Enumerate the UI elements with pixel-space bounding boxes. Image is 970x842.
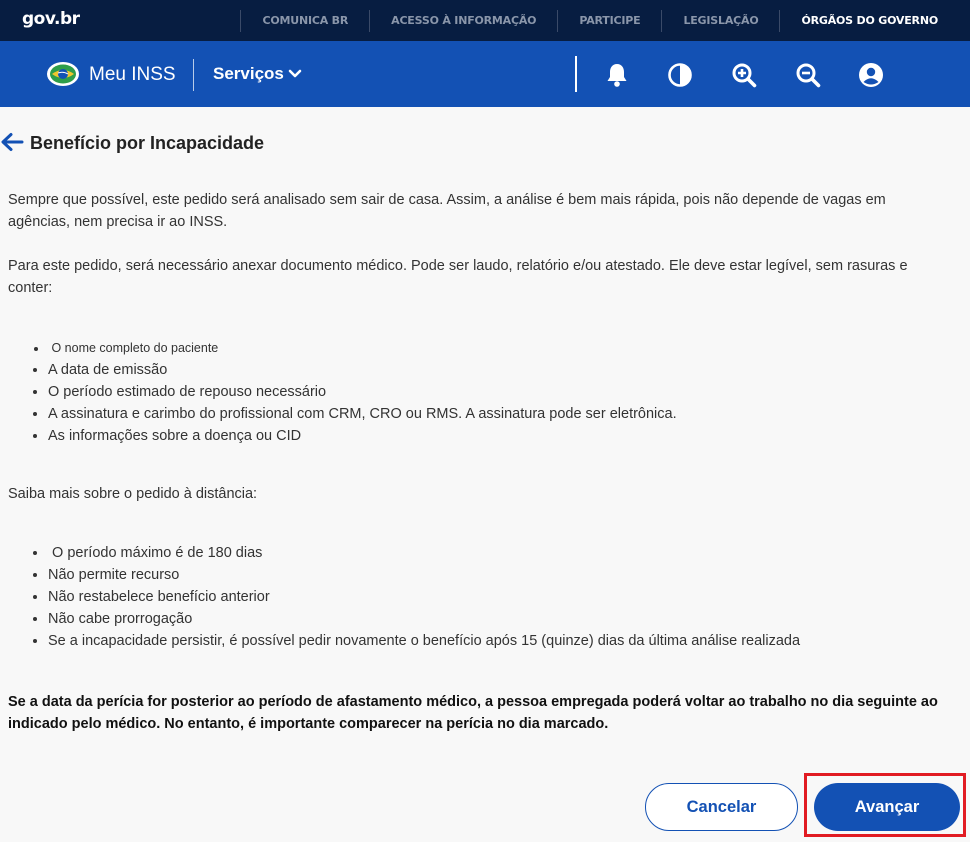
header-divider-actions [575, 56, 577, 92]
remote-items-list [8, 542, 800, 652]
topnav-link-legislacao[interactable]: LEGISLAÇÃO [661, 10, 779, 32]
gov-topbar [0, 0, 970, 41]
govbr-logo[interactable]: gov.br [22, 9, 80, 29]
list-item: • A assinatura e carimbo do profissional com CRM, CRO ou RMS. A assinatura pode ser eletrônica. [48, 403, 677, 425]
inss-logo-icon[interactable] [46, 61, 80, 87]
list-item: • O período estimado de repouso necessário [48, 381, 677, 403]
topnav-link-comunica[interactable]: COMUNICA BR [240, 10, 369, 32]
zoom-out-icon[interactable] [794, 61, 822, 89]
arrow-left-icon[interactable] [0, 132, 24, 152]
topnav-link-acesso-informacao[interactable]: ACESSO À INFORMAÇÃO [369, 10, 557, 32]
remote-heading: Saiba mais sobre o pedido à distância: [8, 486, 258, 502]
app-title[interactable]: Meu INSS [89, 64, 176, 85]
services-menu-label: Serviços [213, 64, 284, 83]
contrast-icon[interactable] [666, 61, 694, 89]
document-requirements-text: Para este pedido, será necessário anexar documento médico. Pode ser laudo, relatório e/ou atestado. Ele deve estar legível, sem rasuras e conter: [8, 258, 908, 296]
header-divider [193, 59, 194, 91]
document-items-list [8, 337, 677, 447]
back-button[interactable] [0, 132, 24, 152]
page-title: Benefício por Incapacidade [30, 133, 265, 153]
cancel-button[interactable]: Cancelar [645, 783, 798, 831]
services-menu[interactable] [213, 64, 302, 84]
next-button[interactable]: Avançar [814, 783, 960, 831]
list-item: • As informações sobre a doença ou CID [48, 425, 677, 447]
topnav-link-orgaos-governo[interactable]: ÓRGÃOS DO GOVERNO [779, 10, 970, 32]
list-item: • Se a incapacidade persistir, é possível pedir novamente o benefício após 15 (quinze) dias da última análise realizada [48, 630, 800, 652]
list-item: • O período máximo é de 180 dias [48, 542, 800, 564]
user-icon[interactable] [857, 61, 885, 89]
gov-topnav [240, 0, 970, 41]
bell-icon[interactable] [603, 61, 631, 89]
list-item: • O nome completo do paciente [48, 337, 677, 359]
list-item: • Não cabe prorrogação [48, 608, 800, 630]
highlight-box [804, 773, 966, 837]
app-header [0, 41, 970, 107]
chevron-down-icon [288, 69, 302, 79]
zoom-in-icon[interactable] [730, 61, 758, 89]
notice-text: Se a data da perícia for posterior ao período de afastamento médico, a pessoa empregada poderá voltar ao trabalho no dia seguinte ao indicado pelo médico. No entanto, é importante comparecer na perícia no dia marcado. [8, 694, 938, 732]
intro-text: Sempre que possível, este pedido será analisado sem sair de casa. Assim, a análise é bem mais rápida, pois não depende de vagas em agências, nem precisa ir ao INSS. [8, 192, 886, 230]
list-item: • Não permite recurso [48, 564, 800, 586]
topnav-link-participe[interactable]: PARTICIPE [557, 10, 661, 32]
list-item: • A data de emissão [48, 359, 677, 381]
list-item: • Não restabelece benefício anterior [48, 586, 800, 608]
